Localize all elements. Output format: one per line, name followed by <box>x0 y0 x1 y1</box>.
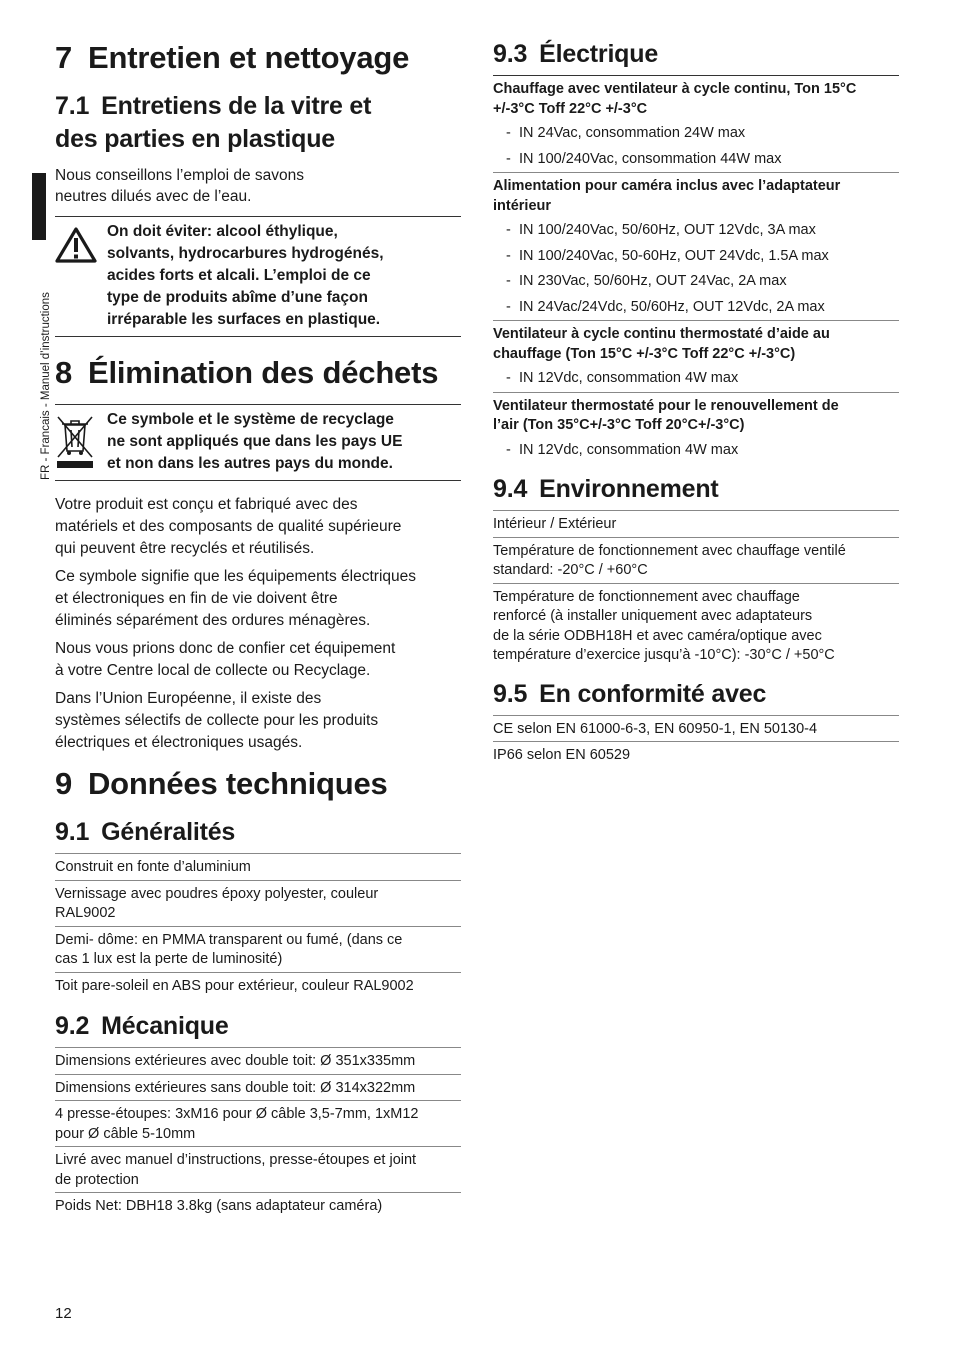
disposal-paragraph: Votre produit est conçu et fabriqué avec des matériels et des composants de qualité supérieure qui peuvent être recyclés et réutilisés. <box>55 496 402 557</box>
electrical-item: - IN 12Vdc, consommation 4W max <box>506 370 739 386</box>
spec-row: 4 presse-étoupes: 3xM16 pour Ø câble 3,5-7mm, 1xM12 pour Ø câble 5-10mm <box>55 1101 461 1147</box>
general-specs-table <box>55 853 461 998</box>
spec-row: Livré avec manuel d’instructions, presse-étoupes et joint de protection <box>55 1147 461 1193</box>
electrical-item: - IN 24Vac, consommation 24W max <box>506 125 746 141</box>
electrical-item: - IN 230Vac, 50/60Hz, OUT 24Vac, 2A max <box>506 273 787 289</box>
disposal-paragraphs <box>55 494 461 754</box>
section-8-heading: 8 Élimination des déchets <box>55 355 439 390</box>
spec-row: Température de fonctionnement avec chauffage renforcé (à installer uniquement avec adaptateurs de la série ODBH18H et avec caméra/optique avec température d’exercice jusqu’à -10°C): -30°C / +50°C <box>493 588 835 663</box>
warning-triangle-icon <box>55 221 107 331</box>
section-7-1-text: Nous conseillons l’emploi de savons neutres dilués avec de l’eau. <box>55 167 304 205</box>
page-number: 12 <box>55 1305 72 1322</box>
section-9-1-heading: 9.1 Généralités <box>55 818 236 846</box>
electrical-item: - IN 100/240Vac, consommation 44W max <box>506 150 782 167</box>
electrical-group-heading: Ventilateur thermostaté pour le renouvellement de l’air (Ton 35°C+/-3°C Toff 20°C+/-3°C) <box>493 392 899 438</box>
spec-row: Poids Net: DBH18 3.8kg (sans adaptateur caméra) <box>55 1198 383 1214</box>
left-column <box>55 38 461 1219</box>
recycling-notice-box <box>55 404 461 481</box>
section-9-5-heading: 9.5 En conformité avec <box>493 679 767 708</box>
spec-row: CE selon EN 61000-6-3, EN 60950-1, EN 50130-4 <box>493 715 899 743</box>
recycling-notice-text: Ce symbole et le système de recyclage ne sont appliqués que dans les pays UE et non dans les autres pays du monde. <box>107 411 403 472</box>
spec-row: Dimensions extérieures sans double toit: Ø 314x322mm <box>55 1075 461 1102</box>
spec-row: Demi- dôme: en PMMA transparent ou fumé, (dans ce cas 1 lux est la perte de luminosité) <box>55 927 461 973</box>
spec-row: Vernissage avec poudres époxy polyester, couleur RAL9002 <box>55 881 461 927</box>
disposal-paragraph: Nous vous prions donc de confier cet équipement à votre Centre local de collecte ou Recyclage. <box>55 640 396 679</box>
side-tab-marker <box>32 173 46 240</box>
warning-box <box>55 216 461 337</box>
electrical-item: - IN 100/240Vac, 50-60Hz, OUT 24Vdc, 1.5A max <box>506 247 829 264</box>
side-language-label: FR - Francais - Manuel d’instructions <box>40 292 52 480</box>
warning-text: On doit éviter: alcool éthylique, solvants, hydrocarbures hydrogénés, acides forts et alcali. L’emploi de ce type de produits abîme d’une façon irréparable les surfaces en plastique. <box>107 223 384 328</box>
electrical-group-heading: Chauffage avec ventilateur à cycle continu, Ton 15°C +/-3°C Toff 22°C +/-3°C <box>493 81 857 117</box>
electrical-group-heading: Alimentation pour caméra inclus avec l’adaptateur intérieur <box>493 172 899 218</box>
spec-row: Intérieur / Extérieur <box>493 510 899 538</box>
weee-crossed-bin-icon <box>55 409 107 475</box>
section-9-4-heading: 9.4 Environnement <box>493 475 719 503</box>
section-9-2-heading: 9.2 Mécanique <box>55 1012 229 1040</box>
spec-row: Dimensions extérieures avec double toit: Ø 351x335mm <box>55 1047 461 1075</box>
section-7-heading: 7 Entretien et nettoyage <box>55 40 410 75</box>
section-9-heading: 9 Données techniques <box>55 766 388 801</box>
right-column <box>493 38 899 768</box>
electrical-item: - IN 12Vdc, consommation 4W max <box>506 441 739 458</box>
electrical-specs <box>493 76 899 463</box>
section-7-1-heading: 7.1 Entretiens de la vitre et des parties en plastique <box>55 92 372 153</box>
mechanical-specs-table <box>55 1047 461 1219</box>
spec-row: Toit pare-soleil en ABS pour extérieur, couleur RAL9002 <box>55 977 414 994</box>
conformity-specs-table <box>493 715 899 768</box>
section-9-3-heading: 9.3 Électrique <box>493 38 899 76</box>
disposal-paragraph: Ce symbole signifie que les équipements électriques et électroniques en fin de vie doivent être éliminés séparément des ordures ménagères. <box>55 568 417 629</box>
spec-row: IP66 selon EN 60529 <box>493 747 631 763</box>
spec-row: Construit en fonte d’aluminium <box>55 853 461 881</box>
electrical-item: - IN 24Vac/24Vdc, 50/60Hz, OUT 12Vdc, 2A max <box>506 298 825 315</box>
electrical-item: - IN 100/240Vac, 50/60Hz, OUT 12Vdc, 3A max <box>506 222 816 238</box>
spec-row: Température de fonctionnement avec chauffage ventilé standard: -20°C / +60°C <box>493 538 899 584</box>
electrical-group-heading: Ventilateur à cycle continu thermostaté d’aide au chauffage (Ton 15°C +/-3°C Toff 22°C +/-3°C) <box>493 320 899 366</box>
disposal-paragraph: Dans l’Union Européenne, il existe des systèmes sélectifs de collecte pour les produits électriques et électroniques usagés. <box>55 690 379 751</box>
environment-specs-table <box>493 510 899 668</box>
